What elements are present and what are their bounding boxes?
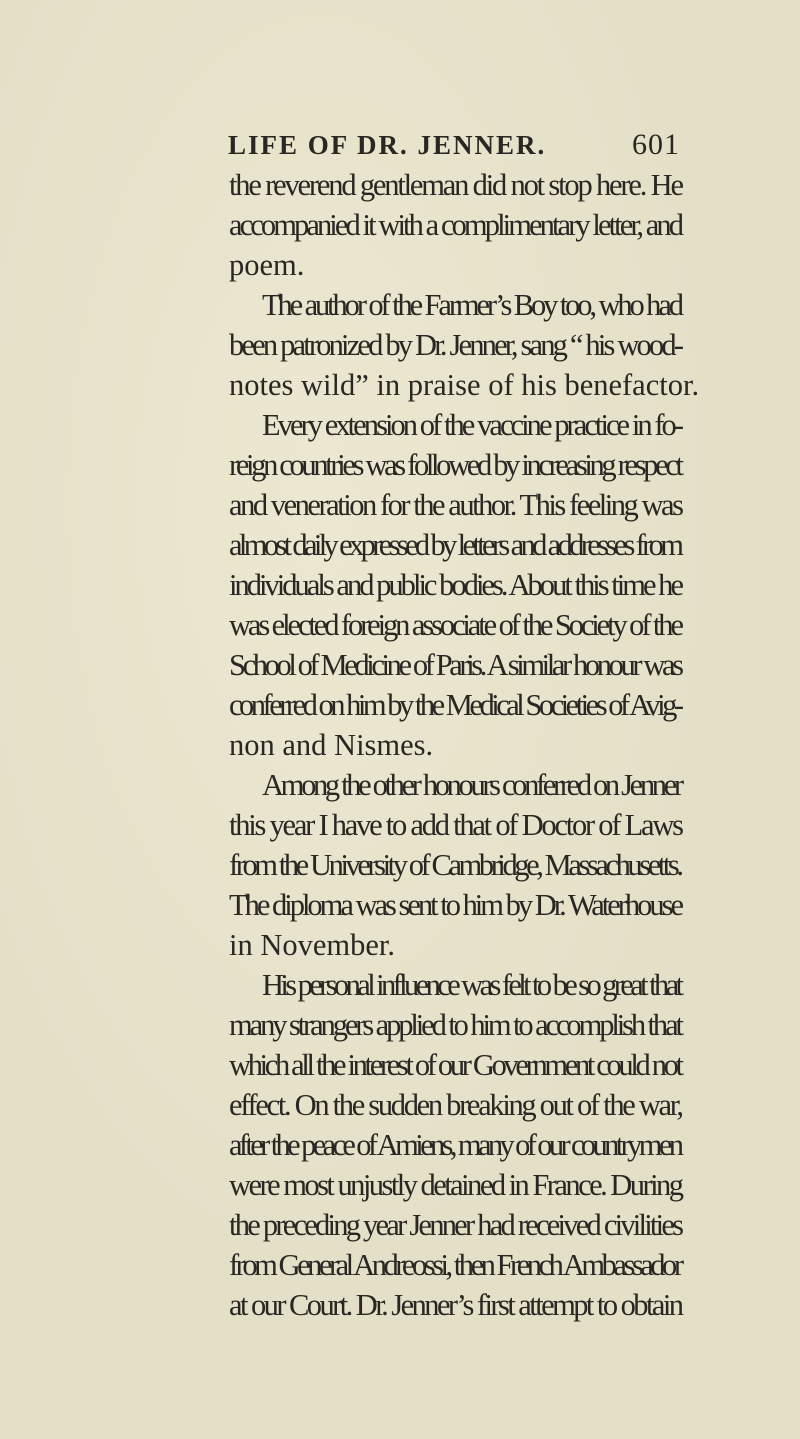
text-line: from the University of Cambridge, Massachusetts. [229, 848, 681, 882]
text-line: notes wild” in praise of his benefactor. [229, 368, 700, 402]
text-line: conferred on him by the Medical Societies of Avig- [229, 688, 681, 722]
text-line: many strangers applied to him to accomplish that [229, 1008, 681, 1042]
text-line: non and Nismes. [229, 728, 434, 762]
text-line: Among the other honours conferred on Jenner [262, 768, 681, 802]
text-line: were most unjustly detained in France. During [229, 1168, 682, 1202]
text-line: individuals and public bodies. About this time he [229, 568, 682, 602]
page-number: 601 [632, 128, 680, 161]
running-head [228, 128, 680, 164]
text-line: effect. On the sudden breaking out of the war, [229, 1088, 682, 1122]
text-line: The diploma was sent to him by Dr. Waterhouse [229, 888, 681, 922]
text-line: and veneration for the author. This feeling was [229, 488, 682, 522]
text-line: in November. [229, 928, 396, 962]
text-line: poem. [229, 248, 305, 282]
text-line: His personal influence was felt to be so great that [262, 968, 681, 1002]
text-line: the reverend gentleman did not stop here. He [229, 168, 682, 202]
text-line: been patronized by Dr. Jenner, sang “ his wood- [229, 328, 682, 362]
running-title: LIFE OF DR. JENNER. [228, 130, 547, 160]
text-line: accompanied it with a complimentary letter, and [229, 208, 682, 242]
text-line: reign countries was followed by increasing respect [229, 448, 681, 482]
text-line: was elected foreign associate of the Society of the [229, 608, 681, 642]
text-line: the preceding year Jenner had received civilities [229, 1208, 682, 1242]
text-line: this year I have to add that of Doctor of Laws [229, 808, 682, 842]
text-line: from General Andreossi, then French Ambassador [229, 1248, 681, 1282]
text-line: Every extension of the vaccine practice in fo- [262, 408, 682, 442]
text-line: at our Court. Dr. Jenner’s first attempt to obtain [229, 1288, 682, 1322]
text-line: after the peace of Amiens, many of our countrymen [229, 1128, 681, 1162]
text-line: The author of the Farmer’s Boy too, who had [262, 288, 681, 322]
text-line: School of Medicine of Paris. A similar honour was [229, 648, 681, 682]
text-line: almost daily expressed by letters and addresses from [229, 528, 681, 562]
text-line: which all the interest of our Government could not [229, 1048, 681, 1082]
